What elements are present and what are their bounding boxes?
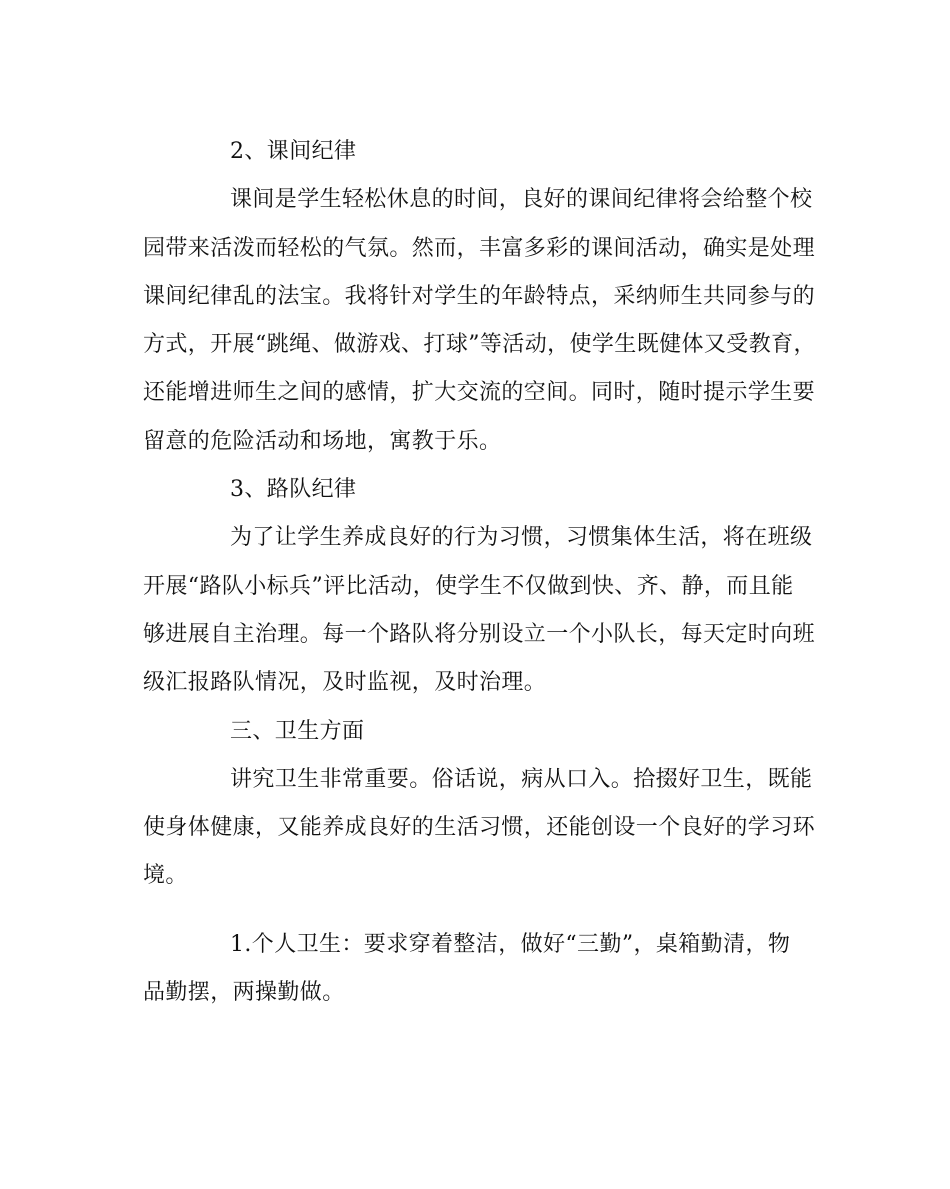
paragraph-line: 开展“路队小标兵”评比活动，使学生不仅做到快、齐、静，而且能 bbox=[143, 573, 794, 599]
paragraph-line: 还能增进师生之间的感情，扩大交流的空间。同时，随时提示学生要 bbox=[143, 380, 816, 406]
section-heading-hygiene: 三、卫生方面 bbox=[230, 718, 365, 744]
paragraph-gap bbox=[143, 901, 808, 921]
section-heading-recess-discipline: 2、课间纪律 bbox=[230, 139, 357, 164]
paragraph-line: 课间是学生轻松休息的时间，良好的课间纪律将会给整个校 bbox=[230, 187, 813, 213]
paragraph-line: 园带来活泼而轻松的气氛。然而，丰富多彩的课间活动，确实是处理 bbox=[143, 235, 816, 261]
paragraph-line: 境。 bbox=[143, 863, 188, 889]
document-body bbox=[143, 128, 816, 1017]
section-heading-queue-discipline: 3、路队纪律 bbox=[230, 477, 357, 503]
paragraph-line: 留意的危险活动和场地，寓教于乐。 bbox=[143, 428, 502, 454]
paragraph-line: 课间纪律乱的法宝。我将针对学生的年龄特点，采纳师生共同参与的 bbox=[143, 283, 816, 309]
paragraph-line: 使身体健康，又能养成良好的生活习惯，还能创设一个良好的学习环 bbox=[143, 815, 816, 841]
paragraph-line: 1.个人卫生：要求穿着整洁，做好“三勤”，桌箱勤清，物 bbox=[230, 931, 791, 957]
paragraph-line: 级汇报路队情况，及时监视，及时治理。 bbox=[143, 670, 547, 696]
paragraph-line: 为了让学生养成良好的行为习惯，习惯集体生活，将在班级 bbox=[230, 525, 813, 551]
paragraph-line: 讲究卫生非常重要。俗话说，病从口入。拾掇好卫生，既能 bbox=[230, 766, 813, 792]
paragraph-line: 品勤摆，两操勤做。 bbox=[143, 980, 345, 1006]
paragraph-line: 方式，开展“跳绳、做游戏、打球”等活动，使学生既健体又受教育， bbox=[143, 332, 816, 358]
paragraph-line: 够进展自主治理。每一个路队将分别设立一个小队长，每天定时向班 bbox=[143, 621, 816, 647]
